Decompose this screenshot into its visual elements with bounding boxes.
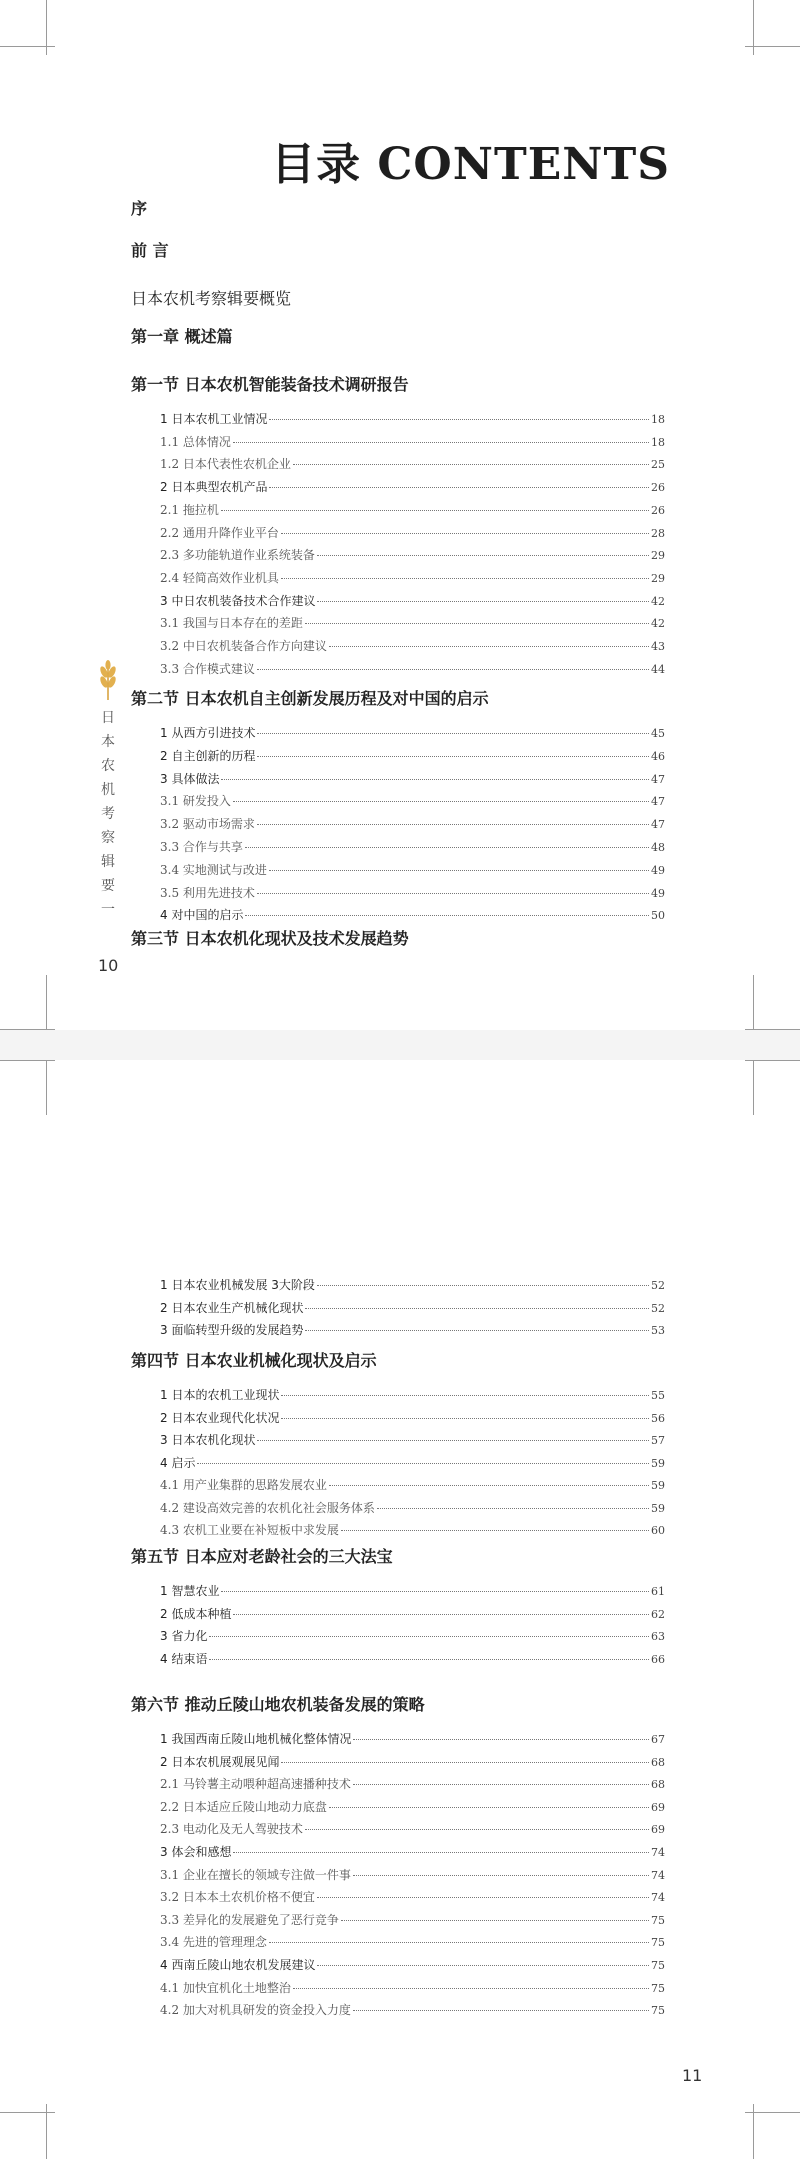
toc-subentry[interactable] (160, 861, 665, 879)
side-char: 日 (101, 710, 115, 726)
dot-leader (305, 623, 649, 624)
toc-entry[interactable] (160, 410, 665, 428)
toc-page-number: 68 (651, 1755, 665, 1769)
toc-page-number: 25 (651, 458, 665, 472)
dot-leader (257, 669, 649, 670)
toc-subentry[interactable] (160, 1866, 665, 1884)
toc-entry[interactable] (160, 1276, 665, 1294)
crop-mark (0, 1060, 55, 1115)
toc-entry-label: 4 结束语 (160, 1651, 208, 1666)
dot-leader (209, 1659, 649, 1660)
side-char: 要 (101, 878, 115, 894)
toc-page-number: 49 (651, 863, 665, 877)
toc-entry-label: 4.1 用产业集群的思路发展农业 (160, 1478, 327, 1492)
toc-entry-label: 2.3 多功能轨道作业系统装备 (160, 548, 315, 563)
toc-subentry[interactable] (160, 1911, 665, 1929)
toc-page-number: 69 (651, 1823, 665, 1837)
dot-leader (257, 824, 649, 825)
side-char: 一 (101, 902, 115, 918)
dot-leader (245, 847, 649, 848)
dot-leader (341, 1530, 649, 1531)
wheat-icon (97, 660, 119, 700)
toc-page-number: 29 (651, 549, 665, 563)
toc-section-6-title[interactable]: 第六节 推动丘陵山地农机装备发展的策略 (131, 1695, 425, 1714)
dot-leader (233, 1614, 649, 1615)
dot-leader (257, 733, 649, 734)
toc-page-number: 75 (651, 1959, 665, 1972)
toc-entry-label: 2 日本农业现代化状况 (160, 1410, 280, 1425)
toc-subentry[interactable] (160, 792, 665, 810)
toc-entry-label: 1 智慧农业 (160, 1584, 220, 1598)
toc-entry-label: 3 中日农机装备技术合作建议 (160, 593, 316, 608)
toc-page-number: 56 (651, 1411, 665, 1425)
toc-subentry[interactable] (160, 524, 665, 542)
toc-page-number: 53 (651, 1324, 665, 1337)
side-running-title (93, 660, 123, 922)
dot-leader (317, 1965, 649, 1966)
dot-leader (221, 779, 649, 780)
toc-page-number: 43 (651, 640, 665, 653)
toc-entry[interactable] (160, 1409, 665, 1427)
toc-entry[interactable] (160, 592, 665, 610)
toc-entry-label: 3 具体做法 (160, 771, 220, 786)
toc-entry[interactable] (160, 1753, 665, 1771)
toc-entry-label: 3.4 实地测试与改进 (160, 862, 267, 877)
toc-entry-label: 2 日本典型农机产品 (160, 480, 268, 495)
toc-subentry[interactable] (160, 1798, 665, 1816)
toc-page-number: 66 (651, 1652, 665, 1666)
toc-page-number: 47 (651, 818, 665, 832)
page-number-right: 11 (682, 2066, 703, 2085)
toc-page-number: 63 (651, 1630, 665, 1643)
toc-entry[interactable] (160, 1299, 665, 1317)
toc-page-number: 48 (651, 841, 665, 854)
dot-leader (317, 601, 649, 602)
toc-subentry[interactable] (160, 1499, 665, 1517)
toc-page-number: 74 (651, 1846, 665, 1859)
toc-subentry[interactable] (160, 1820, 665, 1838)
dot-leader (281, 1395, 649, 1396)
crop-mark (745, 1060, 800, 1115)
toc-entry[interactable] (160, 1431, 665, 1449)
crop-mark (745, 0, 800, 55)
side-char: 察 (101, 830, 115, 846)
dot-leader (269, 419, 649, 420)
toc-page-number: 59 (651, 1456, 665, 1470)
side-char: 考 (101, 806, 115, 822)
toc-entry-label: 1 从西方引进技术 (160, 726, 256, 740)
toc-page-right (0, 1060, 800, 2159)
toc-entry[interactable] (160, 770, 665, 788)
toc-entry-label: 1 日本的农机工业现状 (160, 1388, 280, 1402)
toc-section-2-title[interactable]: 第二节 日本农机自主创新发展历程及对中国的启示 (131, 689, 489, 708)
toc-entry-label: 4.2 加大对机具研发的资金投入力度 (160, 2003, 351, 2018)
toc-entry-label: 2.2 日本适应丘陵山地动力底盘 (160, 1799, 327, 1814)
dot-leader (329, 1485, 649, 1486)
toc-page-number: 74 (651, 1891, 665, 1905)
toc-overview[interactable]: 日本农机考察辑要概览 (131, 289, 292, 308)
toc-entry-label: 4.3 农机工业要在补短板中求发展 (160, 1523, 339, 1537)
toc-page-number: 69 (651, 1800, 665, 1814)
dot-leader (209, 1636, 649, 1637)
toc-page-number: 55 (651, 1389, 665, 1402)
toc-page-number: 49 (651, 886, 665, 900)
toc-page-number: 75 (651, 1981, 665, 1995)
toc-subentry[interactable] (160, 884, 665, 902)
toc-subentry[interactable] (160, 1521, 665, 1539)
dot-leader (293, 464, 649, 465)
crop-mark (745, 2104, 800, 2159)
toc-section-4-title[interactable]: 第四节 日本农业机械化现状及启示 (131, 1351, 377, 1370)
toc-entry[interactable] (160, 1650, 665, 1668)
toc-page-number: 18 (651, 435, 665, 449)
toc-entry-label: 4.2 建设高效完善的农机化社会服务体系 (160, 1500, 375, 1515)
dot-leader (221, 510, 649, 511)
toc-entry-label: 2.4 轻简高效作业机具 (160, 570, 279, 585)
toc-subentry[interactable] (160, 1775, 665, 1793)
toc-entry-label: 3 省力化 (160, 1629, 208, 1643)
toc-entry-label: 3 体会和感想 (160, 1845, 232, 1859)
toc-entry[interactable] (160, 724, 665, 742)
toc-page-number: 57 (651, 1434, 665, 1447)
toc-page-number: 61 (651, 1585, 665, 1598)
toc-entry-label: 4.1 加快宜机化土地整治 (160, 1980, 291, 1995)
toc-section-5-title[interactable]: 第五节 日本应对老龄社会的三大法宝 (131, 1547, 393, 1566)
page-title: 目录 CONTENTS (271, 139, 670, 190)
dot-leader (233, 801, 649, 802)
toc-subentry[interactable] (160, 1933, 665, 1951)
toc-page-number: 68 (651, 1778, 665, 1792)
side-char: 农 (101, 758, 115, 774)
crop-mark (0, 975, 55, 1030)
dot-leader (257, 756, 649, 757)
dot-leader (317, 1285, 649, 1286)
toc-subentry[interactable] (160, 1476, 665, 1494)
toc-entry[interactable] (160, 1386, 665, 1404)
toc-page-number: 52 (651, 1301, 665, 1315)
toc-entry-label: 2 自主创新的历程 (160, 748, 256, 763)
toc-subentry[interactable] (160, 1888, 665, 1906)
toc-entry[interactable] (160, 1582, 665, 1600)
toc-page-number: 28 (651, 526, 665, 540)
toc-entry-label: 2.1 拖拉机 (160, 502, 219, 517)
toc-chapter-1[interactable]: 第一章 概述篇 (131, 327, 233, 346)
toc-entry-label: 3.1 我国与日本存在的差距 (160, 616, 303, 631)
dot-leader (257, 1440, 649, 1441)
toc-subentry[interactable] (160, 815, 665, 833)
toc-entry-label: 3.5 利用先进技术 (160, 885, 255, 900)
dot-leader (233, 1852, 649, 1853)
toc-subentry[interactable] (160, 501, 665, 519)
dot-leader (257, 893, 649, 894)
toc-entry-label: 1 日本农机工业情况 (160, 412, 268, 426)
page-number-left: 10 (98, 956, 119, 975)
dot-leader (353, 1784, 649, 1785)
dot-leader (377, 1508, 649, 1509)
toc-entry-label: 3.3 合作与共享 (160, 840, 243, 854)
toc-entry-label: 3.1 企业在擅长的领域专注做一件事 (160, 1867, 351, 1882)
toc-page-number: 46 (651, 749, 665, 763)
toc-entry-label: 4 西南丘陵山地农机发展建议 (160, 1958, 316, 1972)
dot-leader (317, 555, 649, 556)
toc-page-number: 26 (651, 503, 665, 517)
toc-entry[interactable] (160, 1605, 665, 1623)
dot-leader (281, 533, 649, 534)
toc-foreword[interactable]: 前 言 (131, 241, 169, 260)
dot-leader (269, 487, 649, 488)
toc-page-number: 42 (651, 594, 665, 608)
toc-page-number: 47 (651, 772, 665, 786)
toc-page-number: 47 (651, 795, 665, 809)
dot-leader (281, 1418, 649, 1419)
toc-entry[interactable] (160, 747, 665, 765)
dot-leader (305, 1308, 649, 1309)
toc-entry-label: 2.3 电动化及无人驾驶技术 (160, 1822, 303, 1837)
toc-entry[interactable] (160, 1454, 665, 1472)
toc-entry[interactable] (160, 478, 665, 496)
crop-mark (0, 2104, 55, 2159)
dot-leader (221, 1591, 649, 1592)
toc-subentry[interactable] (160, 1979, 665, 1997)
toc-page-number: 42 (651, 617, 665, 631)
dot-leader (317, 1897, 649, 1898)
toc-entry-label: 4 启示 (160, 1455, 196, 1470)
dot-leader (233, 442, 649, 443)
toc-entry-label: 1 我国西南丘陵山地机械化整体情况 (160, 1732, 352, 1746)
dot-leader (269, 1942, 649, 1943)
toc-page-number: 45 (651, 727, 665, 740)
dot-leader (269, 870, 649, 871)
toc-entry-label: 3.3 合作模式建议 (160, 661, 255, 676)
dot-leader (353, 2010, 649, 2011)
toc-entry-label: 3 面临转型升级的发展趋势 (160, 1323, 304, 1337)
toc-page-number: 18 (651, 413, 665, 426)
dot-leader (353, 1875, 649, 1876)
toc-entry-label: 2 日本农机展观展见闻 (160, 1754, 280, 1769)
dot-leader (329, 1807, 649, 1808)
toc-section-1-title[interactable]: 第一节 日本农机智能装备技术调研报告 (131, 375, 409, 394)
side-char: 辑 (101, 854, 115, 870)
toc-page-number: 62 (651, 1607, 665, 1621)
toc-subentry[interactable] (160, 838, 665, 856)
dot-leader (341, 1920, 649, 1921)
toc-entry[interactable] (160, 1627, 665, 1645)
dot-leader (197, 1463, 649, 1464)
toc-entry-label: 3.2 驱动市场需求 (160, 817, 255, 832)
toc-subentry[interactable] (160, 614, 665, 632)
dot-leader (329, 646, 649, 647)
crop-mark (0, 0, 55, 55)
toc-entry[interactable] (160, 906, 665, 924)
toc-page-number: 67 (651, 1733, 665, 1746)
toc-entry-label: 1.2 日本代表性农机企业 (160, 457, 291, 472)
toc-page-number: 44 (651, 662, 665, 676)
page-gap (0, 1030, 800, 1060)
toc-subentry[interactable] (160, 637, 665, 655)
toc-subentry[interactable] (160, 569, 665, 587)
side-char: 机 (101, 782, 115, 798)
dot-leader (281, 1762, 649, 1763)
toc-page-number: 52 (651, 1279, 665, 1292)
toc-entry[interactable] (160, 1956, 665, 1974)
toc-entry-label: 4 对中国的启示 (160, 908, 244, 923)
dot-leader (281, 578, 649, 579)
dot-leader (305, 1330, 649, 1331)
toc-subentry[interactable] (160, 546, 665, 564)
toc-page-number: 60 (651, 1524, 665, 1537)
dot-leader (245, 915, 649, 916)
dot-leader (305, 1829, 649, 1830)
toc-entry-label: 3.1 研发投入 (160, 794, 231, 809)
toc-entry-label: 1.1 总体情况 (160, 434, 231, 449)
toc-entry[interactable] (160, 1730, 665, 1748)
toc-entry-label: 3 日本农机化现状 (160, 1433, 256, 1447)
toc-entry-label: 3.3 差异化的发展避免了恶行竞争 (160, 1912, 339, 1927)
toc-entry-label: 2.2 通用升降作业平台 (160, 525, 279, 540)
toc-subentry[interactable] (160, 455, 665, 473)
toc-page-left (0, 0, 800, 1030)
dot-leader (293, 1988, 649, 1989)
toc-page-number: 29 (651, 571, 665, 585)
toc-page-number: 75 (651, 1936, 665, 1950)
toc-page-number: 74 (651, 1868, 665, 1882)
toc-preface[interactable]: 序 (131, 199, 148, 218)
toc-subentry[interactable] (160, 660, 665, 678)
toc-page-number: 59 (651, 1479, 665, 1492)
crop-mark (745, 975, 800, 1030)
dot-leader (353, 1739, 649, 1740)
toc-subentry[interactable] (160, 433, 665, 451)
toc-entry[interactable] (160, 1843, 665, 1861)
toc-subentry[interactable] (160, 2001, 665, 2019)
toc-entry-label: 3.2 日本本土农机价格不便宜 (160, 1890, 315, 1905)
toc-entry-label: 2 日本农业生产机械化现状 (160, 1300, 304, 1315)
toc-page-number: 26 (651, 481, 665, 495)
toc-entry[interactable] (160, 1321, 665, 1339)
toc-page-number: 75 (651, 2004, 665, 2018)
toc-page-number: 50 (651, 909, 665, 923)
toc-page-number: 59 (651, 1501, 665, 1515)
toc-entry-label: 3.2 中日农机装备合作方向建议 (160, 639, 327, 653)
toc-entry-label: 2 低成本种植 (160, 1606, 232, 1621)
toc-entry-label: 3.4 先进的管理理念 (160, 1935, 267, 1950)
toc-section-3-title[interactable]: 第三节 日本农机化现状及技术发展趋势 (131, 929, 409, 948)
side-char: 本 (101, 734, 115, 750)
toc-entry-label: 2.1 马铃薯主动喂种超高速播种技术 (160, 1777, 351, 1792)
toc-page-number: 75 (651, 1913, 665, 1927)
toc-entry-label: 1 日本农业机械发展 3大阶段 (160, 1278, 315, 1292)
